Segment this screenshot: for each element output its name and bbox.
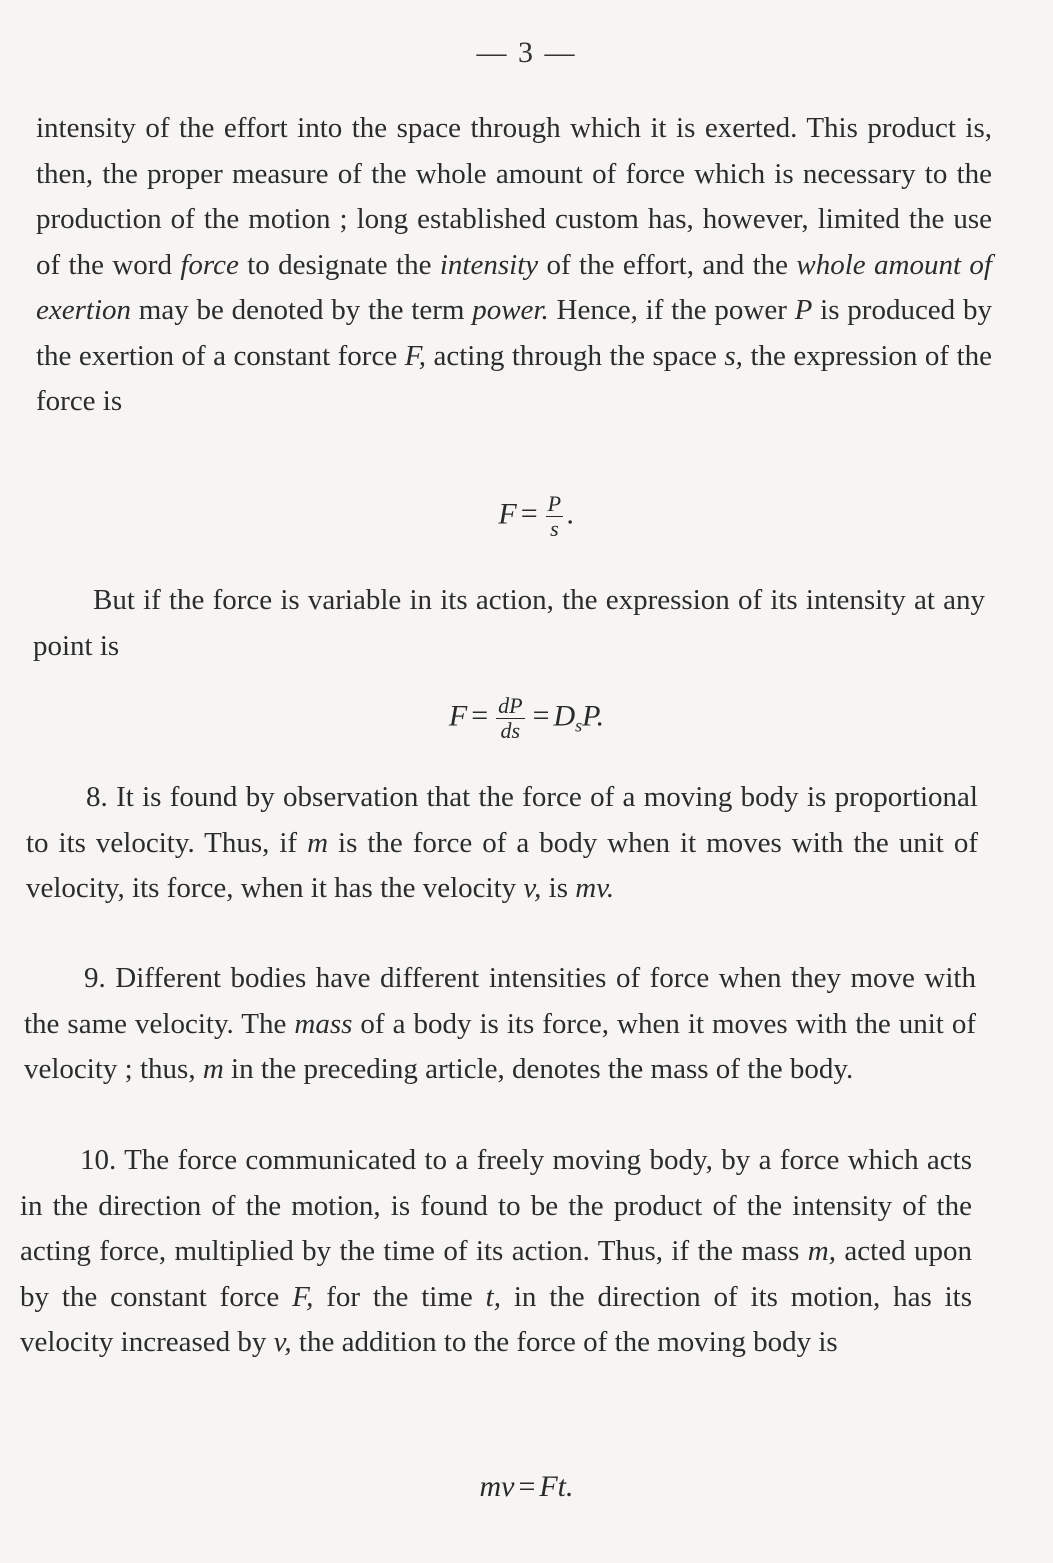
text-run: is the force of a body when it moves with the unit of velocity, its force, when it has the velocity [26,826,978,904]
eq-lhs: mv [479,1470,515,1503]
math-var-t: t, [485,1280,501,1313]
math-var-v: v, [523,872,542,904]
paragraph-intro [36,106,992,425]
eq-lhs: F [498,497,517,531]
text-run: in the direction of its motion, has its velocity increased by [20,1280,973,1358]
math-var-F: F, [292,1280,314,1313]
equation-momentum [0,1470,1053,1504]
eq-denominator: ds [500,718,521,743]
eq-denominator: s [550,516,559,541]
article-8 [26,775,978,912]
italic-term-power: power. [472,294,549,326]
italic-term-intensity: intensity [439,248,539,281]
italic-term-force: force [180,248,239,281]
eq-var-P: P. [582,699,605,733]
eq-equals: = [520,497,538,531]
math-var-m: m [307,826,329,859]
eq-fraction [496,694,524,743]
eq-subscript: s [575,715,583,736]
text-run: Hence, if the power [548,294,795,326]
page-number: — 3 — [476,36,577,69]
eq-derivative-D: D [553,699,576,733]
math-var-P: P [794,294,813,326]
text-run: 10. The force communicated to a freely moving body, by a force which acts in the direction of the motion, is found to be the product of the intensity of the acting force, multiplied by the time of its action. Thus, if the mass [20,1144,972,1267]
italic-term-mass: mass [294,1007,353,1040]
math-var-m: m, [807,1235,836,1267]
text-run: of the effort, and the [538,248,797,281]
eq-equals: = [471,699,489,733]
text-run: 8. It is found by observation that the force of a moving body is proportional to its velocity. Thus, if [26,781,978,859]
math-var-v: v, [273,1326,292,1358]
eq-equals: = [532,699,550,733]
equation-force-power [0,492,1053,541]
math-var-mv: mv. [575,872,615,904]
text-run: for the time [313,1280,486,1313]
italic-term-whole-amount: whole amount of exertion [36,248,992,326]
text-run: in the preceding article, denotes the mass of the body. [223,1053,854,1085]
eq-fraction [546,492,563,541]
text-run: of a body is its force, when it moves with the unit of velocity ; thus, [24,1007,977,1085]
math-var-s: s, [724,339,743,372]
eq-equals: = [518,1470,536,1503]
text-run: acted upon by the constant force [20,1235,973,1313]
eq-period: . [567,497,575,531]
text-run: the expression of the force is [36,339,993,417]
equation-variable-force [0,694,1053,743]
math-var-m: m [202,1053,224,1085]
text-run: 9. Different bodies have different intensities of force when they move with the same velocity. The [24,962,976,1040]
eq-numerator: P [547,491,562,516]
paragraph-variable-force [33,578,985,669]
text-run: But if the force is variable in its action, the expression of its intensity at any point is [33,584,985,662]
text-run: is produced by the exertion of a constant force [36,294,992,372]
text-run: the addition to the force of the moving body is [291,1326,838,1358]
eq-numerator: dP [498,693,523,718]
text-run: is [541,872,576,904]
article-9 [24,956,976,1093]
eq-rhs: Ft. [539,1470,574,1503]
text-run: intensity of the effort into the space through which it is exerted. This product is, then, the proper measure of the whole amount of force which is necessary to the production of the motion ; long established custom has, however, limited the use of the word [36,112,992,281]
text-run: acting through the space [425,339,725,372]
text-run: to designate the [238,248,440,281]
math-var-F: F, [404,339,426,372]
article-10 [20,1138,972,1366]
text-run: may be denoted by the term [131,294,473,326]
eq-lhs: F [448,699,468,733]
